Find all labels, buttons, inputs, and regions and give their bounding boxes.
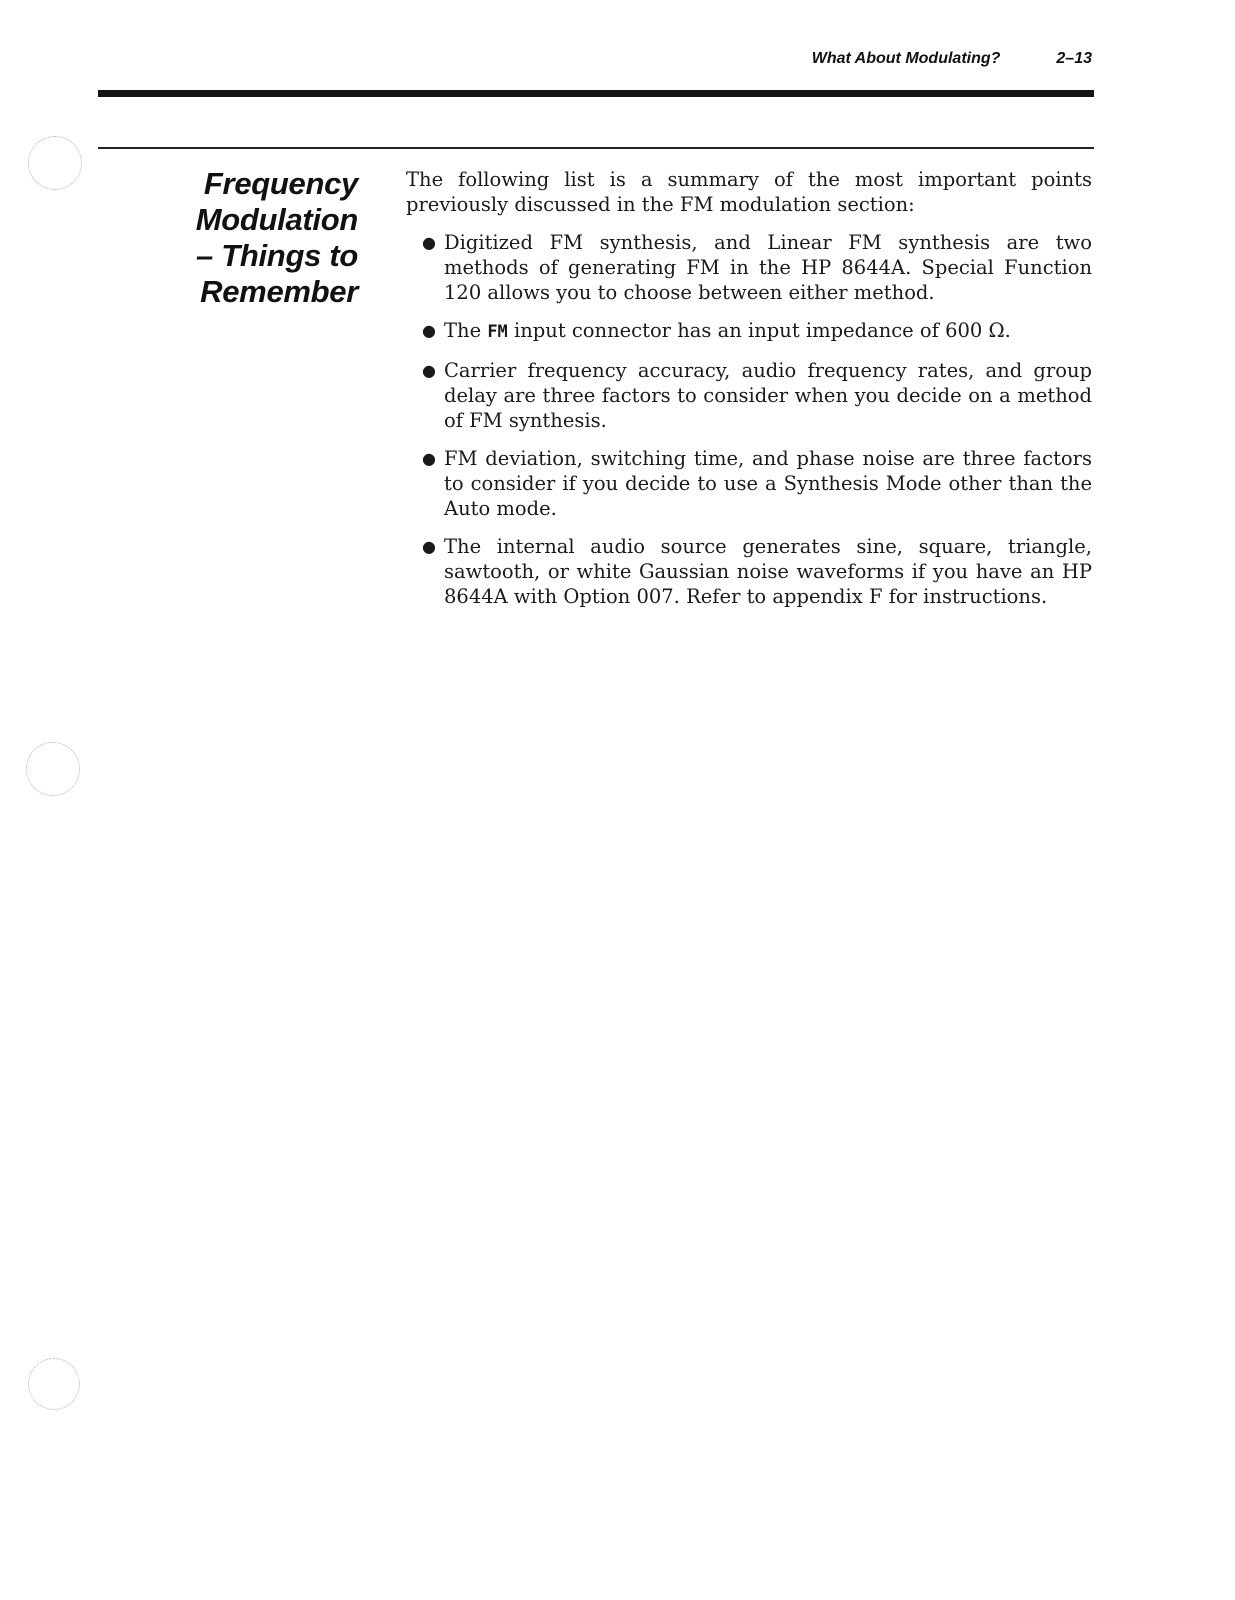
list-item-text: FM deviation, switching time, and phase noise are three factors to consider if you decide to use a Synthesis Mode other than the Auto mode.	[444, 447, 1092, 520]
section-title-line: Remember	[200, 274, 358, 309]
intro-paragraph: The following list is a summary of the most important points previously discussed in the FM modulation section:	[406, 168, 1092, 216]
list-item-text-after: input connector has an input impedance of 600 Ω.	[507, 319, 1011, 342]
bullet-icon: ●	[422, 449, 436, 468]
list-item	[406, 318, 1092, 345]
bullet-icon: ●	[422, 537, 436, 556]
list-item-text-before: The	[444, 319, 488, 342]
binder-hole-middle	[26, 742, 80, 796]
list-item	[406, 446, 1092, 521]
header-rule	[98, 90, 1094, 97]
bullet-icon: ●	[422, 361, 436, 380]
section-title-line: Modulation	[195, 202, 358, 237]
list-item-text: Digitized FM synthesis, and Linear FM synthesis are two methods of generating FM in the HP 8644A. Special Function 120 allows you to choose between either method.	[444, 231, 1092, 304]
section-title-line: – Things to	[195, 238, 358, 273]
section-title-line: Frequency	[203, 166, 358, 201]
list-item-text: Carrier frequency accuracy, audio frequency rates, and group delay are three factors to consider when you decide on a method of FM synthesis.	[444, 359, 1092, 432]
body-text	[406, 167, 1092, 622]
list-item	[406, 358, 1092, 433]
list-item	[406, 230, 1092, 305]
running-header	[812, 50, 1092, 68]
page-number: 2–13	[1056, 50, 1092, 67]
bullet-icon: ●	[422, 321, 436, 340]
section-title	[158, 166, 358, 310]
summary-list	[406, 230, 1092, 609]
fm-key-label: FM	[487, 322, 508, 342]
binder-hole-top	[28, 136, 82, 190]
list-item	[406, 534, 1092, 609]
section-rule	[98, 147, 1094, 149]
binder-hole-bottom	[28, 1358, 80, 1410]
list-item-text: The internal audio source generates sine, square, triangle, sawtooth, or white Gaussian noise waveforms if you have an HP 8644A with Option 007. Refer to appendix F for instructions.	[444, 535, 1092, 608]
bullet-icon: ●	[422, 233, 436, 252]
chapter-title: What About Modulating?	[811, 50, 1001, 67]
